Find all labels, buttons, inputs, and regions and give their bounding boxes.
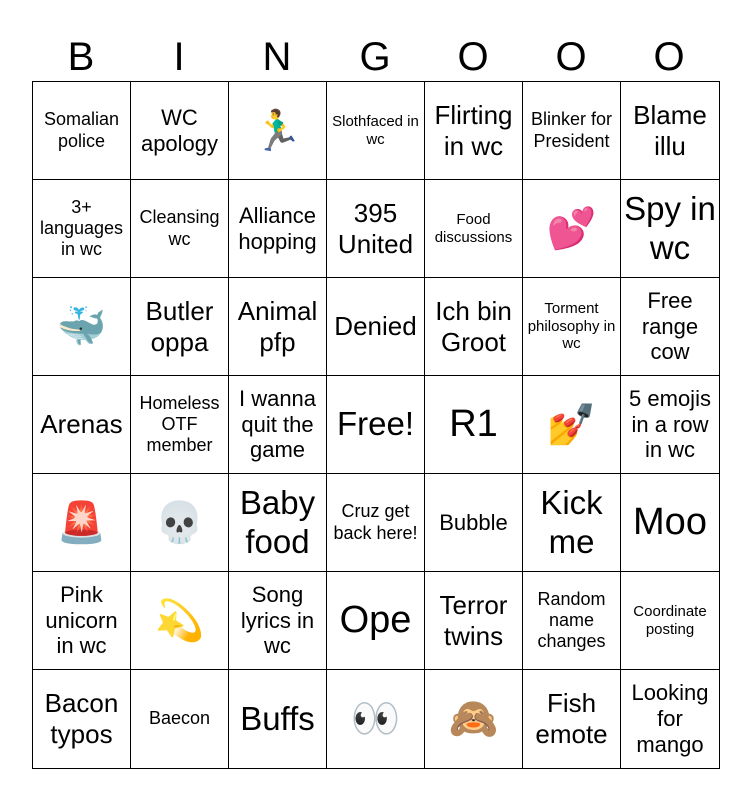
bingo-cell[interactable]: Flirting in wc bbox=[425, 82, 523, 180]
bingo-cell[interactable]: Alliance hopping bbox=[229, 180, 327, 278]
bingo-cell[interactable]: WC apology bbox=[131, 82, 229, 180]
bingo-cell[interactable]: Blame illu bbox=[621, 82, 719, 180]
skull-icon[interactable]: 💀 bbox=[131, 474, 229, 572]
bingo-cell[interactable]: Baecon bbox=[131, 670, 229, 768]
bingo-cell[interactable]: Fish emote bbox=[523, 670, 621, 768]
bingo-cell[interactable]: R1 bbox=[425, 376, 523, 474]
dizzy-star-icon[interactable]: 💫 bbox=[131, 572, 229, 670]
whale-icon[interactable]: 🐳 bbox=[33, 278, 131, 376]
header-letter-o-2: O bbox=[555, 35, 587, 79]
bingo-cell[interactable]: I wanna quit the game bbox=[229, 376, 327, 474]
bingo-cell[interactable]: Random name changes bbox=[523, 572, 621, 670]
header-letter-b: B bbox=[67, 35, 95, 79]
bingo-cell[interactable]: Pink unicorn in wc bbox=[33, 572, 131, 670]
bingo-cell[interactable]: Terror twins bbox=[425, 572, 523, 670]
free-space[interactable]: Free! bbox=[327, 376, 425, 474]
bingo-cell[interactable]: Moo bbox=[621, 474, 719, 572]
header-letter-g: G bbox=[359, 35, 391, 79]
bingo-cell[interactable]: Looking for mango bbox=[631, 680, 709, 757]
bingo-cell[interactable]: Bubble bbox=[425, 474, 523, 572]
bingo-cell[interactable]: Torment philosophy in wc bbox=[523, 278, 621, 376]
bingo-cell[interactable]: 5 emojis in a row in wc bbox=[621, 376, 719, 474]
police-light-icon[interactable]: 🚨 bbox=[33, 474, 131, 572]
bingo-cell[interactable]: Blinker for President bbox=[523, 82, 621, 180]
runner-icon[interactable]: 🏃‍♂️ bbox=[229, 82, 327, 180]
bingo-cell[interactable]: Kick me bbox=[523, 474, 621, 572]
bingo-cell[interactable]: Ope bbox=[327, 572, 425, 670]
bingo-cell[interactable]: 395 United bbox=[327, 180, 425, 278]
bingo-cell[interactable]: Slothfaced in wc bbox=[327, 82, 425, 180]
bingo-cell[interactable]: Denied bbox=[327, 278, 425, 376]
bingo-cell[interactable]: Baby food bbox=[229, 474, 327, 572]
header-letter-n: N bbox=[262, 35, 292, 79]
header-letter-i: I bbox=[173, 35, 185, 79]
bingo-board bbox=[32, 81, 720, 769]
bingo-cell[interactable]: Butler oppa bbox=[131, 278, 229, 376]
header-letter-o-3: O bbox=[653, 35, 685, 79]
bingo-cell[interactable]: Somalian police bbox=[33, 82, 131, 180]
bingo-cell[interactable]: Buffs bbox=[229, 670, 327, 768]
bingo-cell[interactable]: Ich bin Groot bbox=[425, 278, 523, 376]
bingo-cell[interactable]: Animal pfp bbox=[229, 278, 327, 376]
bingo-cell[interactable]: Song lyrics in wc bbox=[229, 572, 327, 670]
bingo-cell[interactable]: Cleansing wc bbox=[131, 180, 229, 278]
see-no-evil-monkey-icon[interactable]: 🙈 bbox=[425, 670, 523, 768]
bingo-cell[interactable]: Bacon typos bbox=[33, 670, 131, 768]
two-hearts-icon[interactable]: 💕 bbox=[523, 180, 621, 278]
bingo-cell[interactable]: Spy in wc bbox=[621, 180, 719, 278]
bingo-cell[interactable]: Free range cow bbox=[621, 278, 719, 376]
bingo-header bbox=[32, 32, 718, 82]
bingo-cell[interactable]: 3+ languages in wc bbox=[33, 180, 131, 278]
bingo-cell[interactable]: Arenas bbox=[33, 376, 131, 474]
eyes-icon[interactable]: 👀 bbox=[327, 670, 425, 768]
header-letter-o-1: O bbox=[457, 35, 489, 79]
bingo-cell[interactable]: Food discussions bbox=[425, 180, 523, 278]
bingo-cell[interactable]: Homeless OTF member bbox=[131, 376, 229, 474]
nail-polish-icon[interactable]: 💅 bbox=[523, 376, 621, 474]
bingo-cell[interactable]: Coordinate posting bbox=[621, 572, 719, 670]
bingo-cell[interactable]: Cruz get back here! bbox=[327, 474, 425, 572]
